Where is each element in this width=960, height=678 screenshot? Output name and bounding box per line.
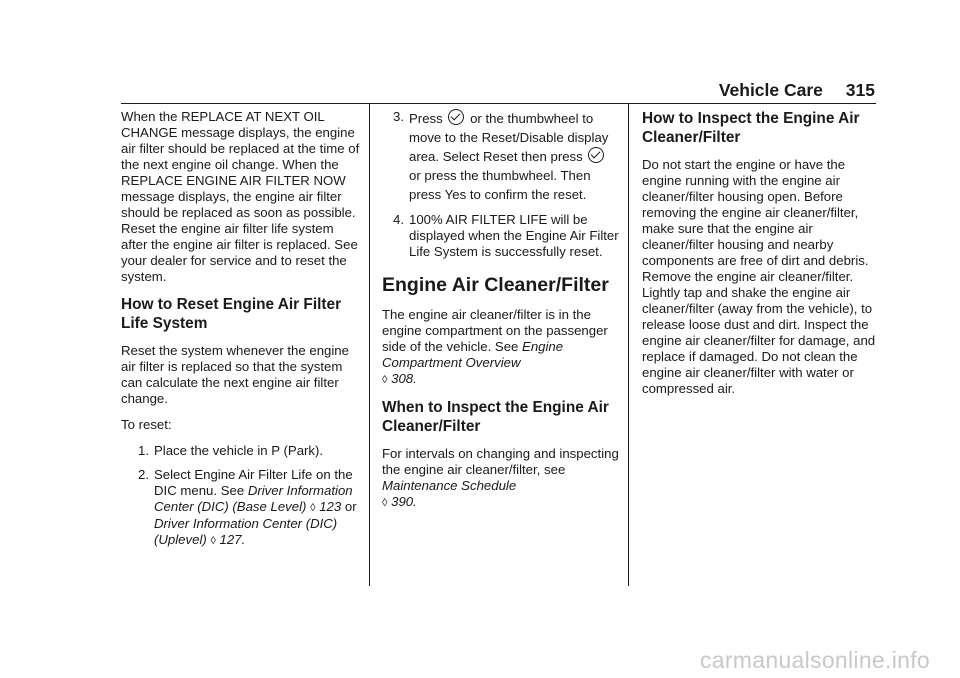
watermark: carmanualsonline.info — [699, 647, 930, 673]
step-number: 2. — [138, 467, 149, 482]
air-cleaner-paragraph — [382, 307, 620, 388]
page-ref-icon: ◊ — [210, 535, 216, 547]
step-number: 3. — [393, 109, 404, 124]
step-number: 1. — [138, 443, 149, 458]
select-button-icon — [448, 109, 464, 125]
how-inspect-heading: How to Inspect the Engine Air Cleaner/Filter — [642, 110, 860, 146]
dic-base-link[interactable]: Driver Information Center (DIC) (Base Level) — [154, 483, 353, 514]
when-inspect-heading: When to Inspect the Engine Air Cleaner/Filter — [382, 399, 609, 435]
period: . — [241, 532, 246, 547]
page-ref-icon: ◊ — [310, 502, 316, 514]
page-ref-123[interactable]: 123 — [319, 499, 342, 514]
step-text: 100% AIR FILTER LIFE will be displayed when the Engine Air Filter Life System is successfully reset. — [409, 212, 619, 259]
column-3 — [642, 109, 880, 407]
step-1 — [121, 443, 361, 459]
column-1 — [121, 109, 361, 557]
select-button-icon — [588, 147, 604, 163]
page-number: 315 — [845, 80, 875, 100]
or-text: or — [344, 499, 357, 514]
step-number: 4. — [393, 212, 404, 227]
section-title: Vehicle Care — [718, 80, 823, 100]
step-text: Place the vehicle in P (Park). — [154, 443, 324, 458]
header-rule — [121, 103, 876, 104]
period: . — [413, 371, 417, 386]
engine-compartment-link[interactable]: Engine Compartment Overview — [382, 339, 564, 370]
step-2-lead: Select Engine Air Filter Life on the DIC menu. See — [154, 467, 353, 498]
column-divider-1 — [369, 104, 370, 586]
when-inspect-text: For intervals on changing and inspecting the engine air cleaner/filter, see — [382, 446, 619, 477]
intro-paragraph: When the REPLACE AT NEXT OIL CHANGE message displays, the engine air filter should be replaced at the time of the next engine oil change. When the REPLACE ENGINE AIR FILTER NOW message displays, the engine air filter should be replaced as soon as possible. Reset the engine air filter life system after the engine air filter is replaced. See your dealer for service and to reset the system. — [121, 109, 360, 284]
page-ref-127[interactable]: 127 — [219, 532, 242, 547]
page-ref-390[interactable]: 390 — [391, 494, 414, 509]
column-2 — [382, 109, 620, 521]
air-cleaner-text: The engine air cleaner/filter is in the engine compartment on the passenger side of the vehicle. See — [382, 307, 608, 354]
period: . — [413, 494, 417, 509]
page-ref-icon: ◊ — [382, 374, 388, 386]
step-3-middle: or the thumbwheel to move to the Reset/Disable display area. Select Reset then press — [409, 111, 609, 164]
reset-heading: How to Reset Engine Air Filter Life System — [121, 296, 342, 332]
to-reset-label: To reset: — [121, 417, 172, 432]
column-divider-2 — [628, 104, 629, 586]
step-text — [409, 109, 620, 204]
step-text — [154, 467, 361, 549]
step-4 — [382, 212, 620, 260]
dic-uplevel-link[interactable]: Driver Information Center (DIC) (Uplevel) — [154, 516, 338, 547]
page-ref-icon: ◊ — [382, 497, 388, 509]
page-header — [719, 80, 875, 101]
step-2 — [121, 467, 361, 549]
maintenance-schedule-link[interactable]: Maintenance Schedule — [382, 478, 517, 493]
when-inspect-paragraph — [382, 446, 620, 511]
step-3-end: or press the thumbwheel. Then press Yes to confirm the reset. — [409, 168, 591, 202]
how-inspect-paragraph: Do not start the engine or have the engine running with the engine air cleaner/filter housing open. Before removing the engine air cleaner/filter, make sure that the engine air cleaner/filter housing and nearby components are free of dirt and debris. Remove the engine air cleaner/filter. Lightly tap and shake the engine air cleaner/filter (away from the vehicle), to release loose dust and dirt. Inspect the engine air cleaner/filter for damage, and replace if damaged. Do not clean the engine air cleaner/filter with water or compressed air. — [642, 157, 876, 396]
air-cleaner-heading: Engine Air Cleaner/Filter — [382, 274, 609, 296]
reset-paragraph: Reset the system whenever the engine air filter is replaced so that the system can calculate the next engine air filter change. — [121, 343, 349, 406]
page-ref-308[interactable]: 308 — [391, 371, 414, 386]
step-3 — [382, 109, 620, 204]
step-3-press: Press — [409, 111, 443, 126]
